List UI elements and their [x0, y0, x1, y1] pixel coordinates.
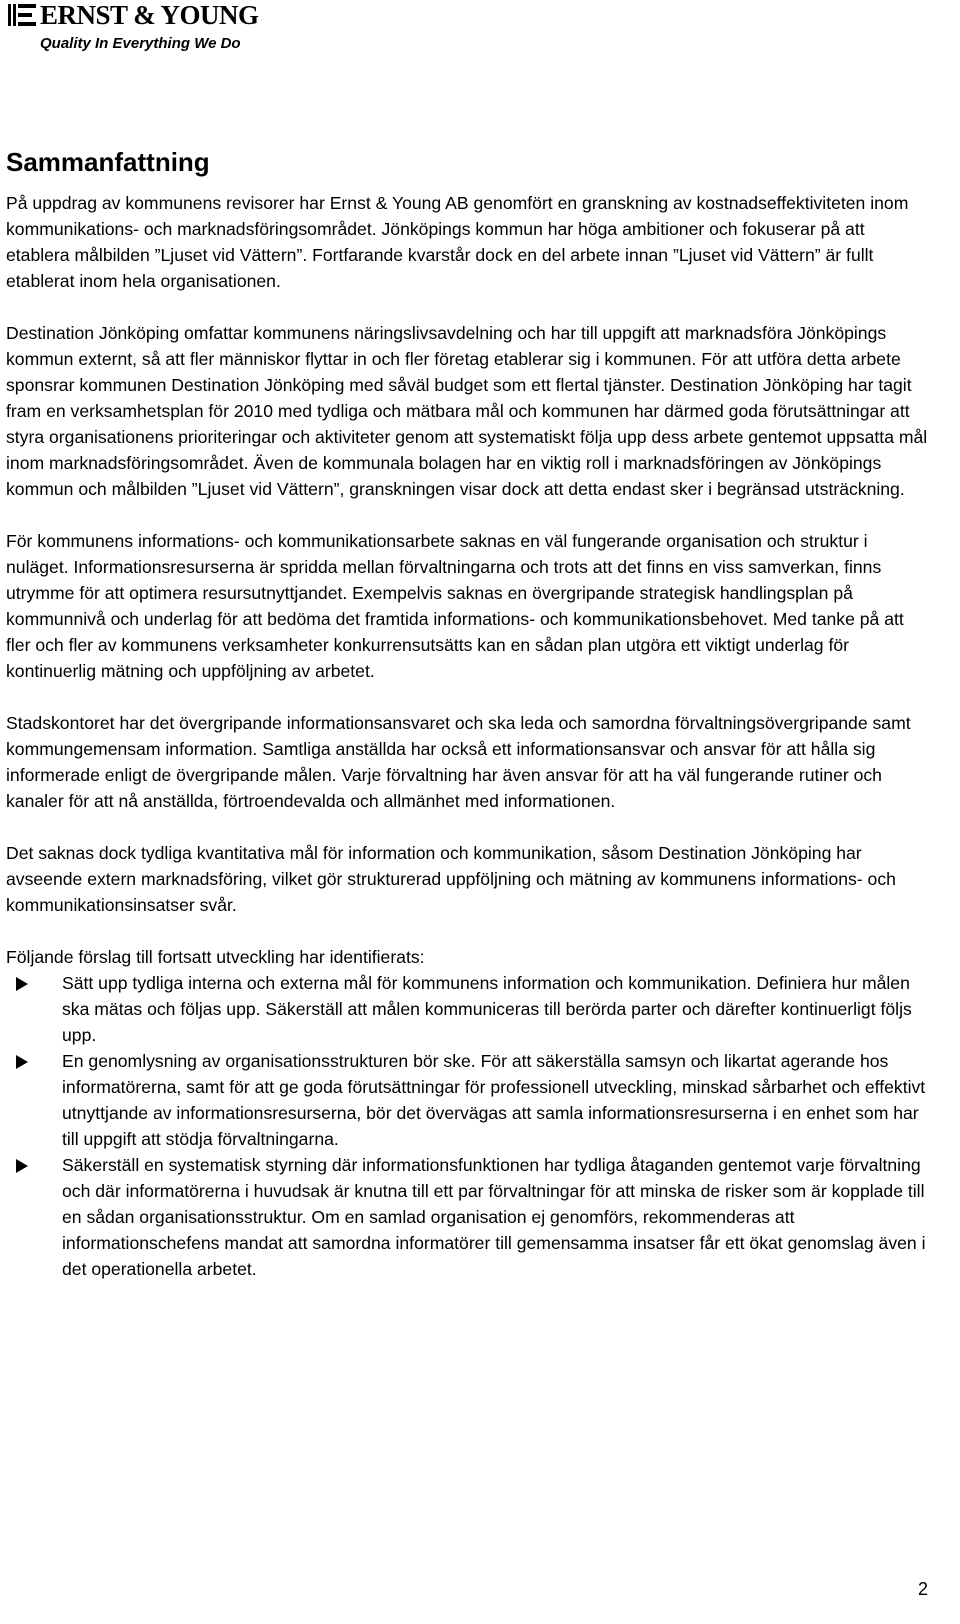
triangle-bullet-icon	[16, 1159, 28, 1173]
list-item-text: Sätt upp tydliga interna och externa mål för kommunens information och kommunikation. Definiera hur målen ska mätas och följas upp. Säkerställ att målen kommuniceras till berörda parter och därefter kontinuerligt följs upp.	[62, 973, 912, 1045]
triangle-bullet-icon	[16, 977, 28, 991]
paragraph: På uppdrag av kommunens revisorer har Ernst & Young AB genomfört en granskning av kostnadseffektiviteten inom kommunikations- och marknadsföringsområdet. Jönköpings kommun har höga ambitioner och fokuserar på att etablera målbilden ”Ljuset vid Vättern”. Fortfarande kvarstår dock en del arbete innan ”Ljuset vid Vättern” är fullt etablerat inom hela organisationen.	[6, 193, 909, 291]
paragraph: Stadskontoret har det övergripande informationsansvaret och ska leda och samordna förvaltningsövergripande samt kommungemensam information. Samtliga anställda har också ett informationsansvar och ansvar för att hålla sig informerade enligt de övergripande målen. Varje förvaltning har även ansvar för att ha väl fungerande rutiner och kanaler för att nå anställda, förtroendevalda och allmänhet med informationen.	[6, 713, 911, 811]
paragraph: För kommunens informations- och kommunikationsarbete saknas en väl fungerande organisation och struktur i nuläget. Informationsresurserna är spridda mellan förvaltningarna och trots att det finns en viss samverkan, finns utrymme för att optimera resursutnyttjandet. Exempelvis saknas en övergripande strategisk handlingsplan på kommunnivå och underlag för att bedöma det framtida informations- och kommunikationsbehovet. Med tanke på att fler och fler av kommunens verksamheter konkurrensutsätts kan en sådan plan utgöra ett viktigt underlag för kontinuerlig mätning och uppföljning av arbetet.	[6, 531, 904, 681]
proposals-intro: Följande förslag till fortsatt utveckling har identifierats:	[6, 947, 425, 967]
proposals-list	[6, 970, 930, 1282]
page-number: 2	[917, 1579, 928, 1599]
list-item	[6, 970, 930, 1048]
ey-logo-mark-icon	[8, 4, 36, 26]
list-item	[6, 1048, 930, 1152]
page-title: Sammanfattning	[6, 147, 210, 177]
paragraph: Destination Jönköping omfattar kommunens näringslivsavdelning och har till uppgift att marknadsföra Jönköpings kommun externt, så att fler människor flyttar in och fler företag etablerar sig i kommunen. För att utföra detta arbete sponsrar kommunen Destination Jönköping med såväl budget som ett flertal tjänster. Destination Jönköping har tagit fram en verksamhetsplan för 2010 med tydliga och mätbara mål och kommunen har därmed goda förutsättningar att styra organisationens prioriteringar och aktiviteter genom att systematiskt följa upp dess arbete gentemot uppsatta mål inom marknadsföringsområdet. Även de kommunala bolagen har en viktig roll i marknadsföringen av Jönköpings kommun och målbilden ”Ljuset vid Vättern”, granskningen visar dock att detta endast sker i begränsad utsträckning.	[6, 323, 928, 499]
list-item-text: Säkerställ en systematisk styrning där informationsfunktionen har tydliga åtaganden gentemot varje förvaltning och där informatörerna i huvudsak är knutna till ett par förvaltningar för att minska de risker som är kopplade till en sådan organisationsstruktur. Om en samlad organisation ej genomförs, rekommenderas att informationschefens mandat att samordna informatörer till gemensamma insatser får ett ökat genomslag även i det operationella arbetet.	[62, 1155, 926, 1279]
list-item	[6, 1152, 930, 1282]
document-body	[6, 146, 930, 1282]
paragraph: Det saknas dock tydliga kvantitativa mål för information och kommunikation, såsom Destination Jönköping har avseende extern marknadsföring, vilket gör strukturerad uppföljning och mätning av kommunens informations- och kommunikationsinsatser svår.	[6, 843, 896, 915]
company-logo	[8, 0, 268, 60]
company-name: ERNST & YOUNG	[40, 0, 259, 30]
company-tagline: Quality In Everything We Do	[40, 35, 241, 52]
list-item-text: En genomlysning av organisationsstrukturen bör ske. För att säkerställa samsyn och likartat agerande hos informatörerna, samt för att ge goda förutsättningar för professionell utveckling, minskad sårbarhet och effektivt utnyttjande av informationsresurserna, bör det övervägas att samla informationsresurserna i en enhet som har till uppgift att stödja förvaltningarna.	[62, 1051, 926, 1149]
triangle-bullet-icon	[16, 1055, 28, 1069]
